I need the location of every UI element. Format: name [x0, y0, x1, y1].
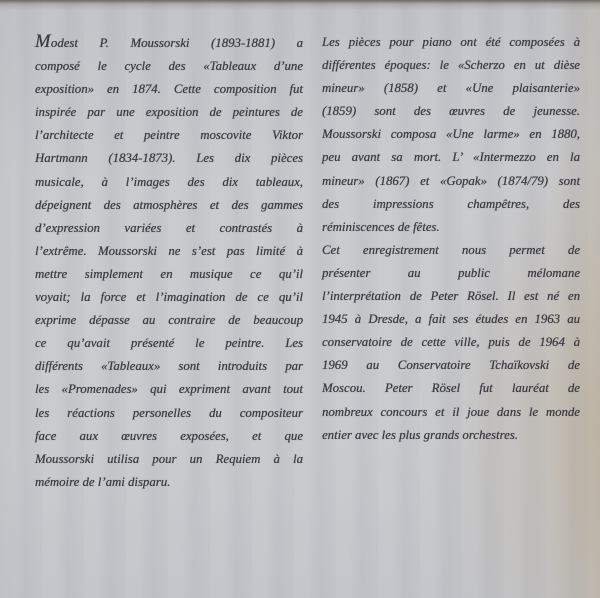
text-line: Cet enregistrement nous permet de [322, 242, 580, 257]
text-line: face aux œuvres exposées, et que [35, 428, 303, 443]
text-line: l’interprétation de Peter Rösel. Il est né en [322, 289, 580, 304]
text-line: Moscou. Peter Rösel fut lauréat de [322, 381, 580, 396]
text-line: mineur» (1867) et «Gopak» (1874/79) sont [322, 173, 580, 188]
left-text-column [35, 31, 303, 598]
text-line: exprime dépasse au contraire de beaucoup [35, 313, 303, 328]
text-line: Moussorski utilisa pour un Requiem à la [35, 451, 303, 466]
text-line: les réactions personelles du compositeur [35, 405, 303, 420]
text-line: mettre simplement en musique ce qu’il [35, 266, 303, 281]
text-line: exposition» en 1874. Cette composition fut [35, 82, 303, 97]
text-line: Hartmann (1834-1873). Les dix pièces [35, 151, 303, 166]
text-line: inspirée par une exposition de peintures de [35, 105, 303, 120]
text-line: l’architecte et peintre moscovite Viktor [35, 128, 303, 143]
text-line: dépeignent des atmosphères et des gammes [35, 197, 303, 212]
text-line: Les pièces pour piano ont été composées à [322, 35, 580, 49]
text-line: mémoire de l’ami disparu. [35, 474, 171, 489]
text-line: Modest P. Moussorski (1893-1881) a [35, 32, 303, 52]
text-line: voyait; la force et l’imagination de ce qu’il [35, 290, 303, 305]
text-line: différentes époques: le «Scherzo en ut dièse [322, 58, 580, 73]
text-line: ce qu’avait présenté le peintre. Les [35, 336, 303, 351]
text-line: mineur» (1858) et «Une plaisanterie» [322, 81, 580, 96]
text-line: présenter au public mélomane [322, 265, 580, 280]
text-line: réminiscences de fêtes. [322, 219, 440, 234]
text-line: Moussorski composa «Une larme» en 1880, [322, 127, 580, 142]
text-line: (1859) sont des œuvres de jeunesse. [322, 104, 580, 119]
text-line: des impressions champêtres, des [322, 196, 580, 211]
text-line: peu avant sa mort. L’ «Intermezzo en la [322, 150, 580, 165]
text-line: 1969 au Conservatoire Tchaïkovski de [322, 358, 580, 373]
text-line: entier avec les plus grands orchestres. [322, 427, 518, 442]
text-line: composé le cycle des «Tableaux d’une [35, 59, 303, 74]
text-line: nombreux concours et il joue dans le monde [322, 404, 580, 419]
text-line: 1945 à Dresde, a fait ses études en 1963 au [322, 312, 580, 327]
text-line: d’expression variées et contrastés à [35, 220, 303, 235]
text-line: musicale, à l’images des dix tableaux, [35, 174, 303, 189]
text-line: conservatoire de cette ville, puis de 1964 à [322, 335, 580, 350]
right-text-column [322, 31, 580, 598]
text-line: différents «Tableaux» sont introduits par [35, 359, 303, 374]
text-line: l’extrême. Moussorski ne s’est pas limité à [35, 243, 303, 258]
text-line: les «Promenades» qui expriment avant tout [35, 382, 303, 397]
